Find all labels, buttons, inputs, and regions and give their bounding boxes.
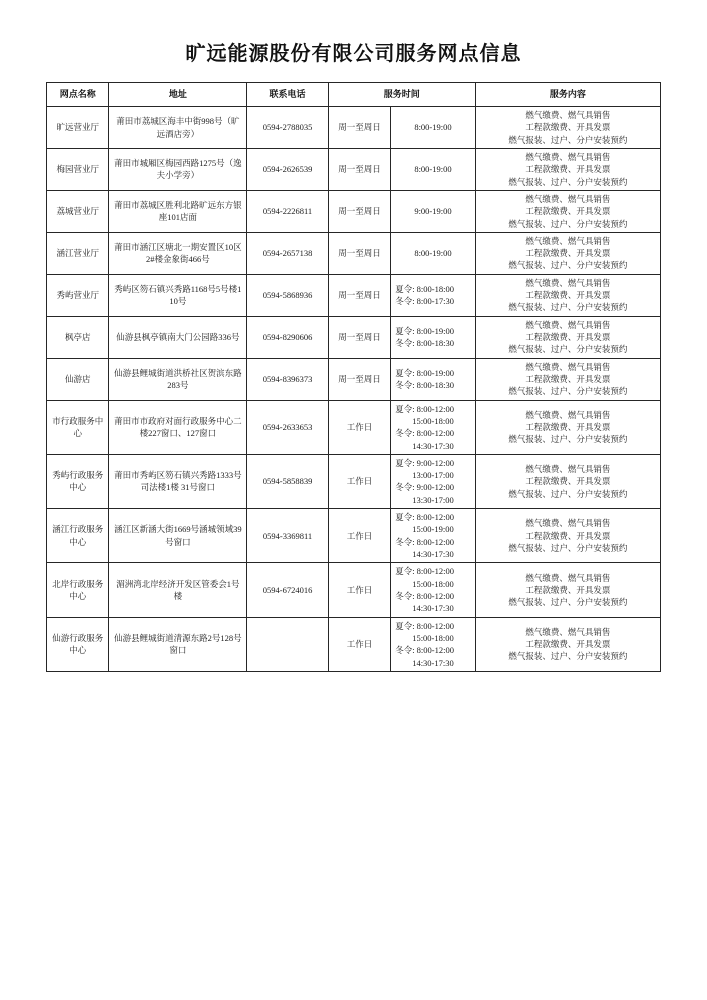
cell-line: 工程款缴费、开具发票	[525, 332, 611, 343]
cell-line: 冬令: 8:00-17:30	[395, 296, 454, 307]
cell-line: 燃气缴费、燃气具销售	[525, 319, 611, 330]
service-hours-cell	[391, 107, 476, 149]
table-row	[47, 316, 661, 358]
cell-line: 夏令: 8:00-12:00	[395, 512, 454, 523]
branch-name-cell: 北岸行政服务中心	[47, 563, 109, 617]
phone-cell: 0594-6724016	[247, 563, 329, 617]
phone-cell: 0594-2226811	[247, 190, 329, 232]
table-row	[47, 232, 661, 274]
services-cell	[475, 148, 660, 190]
cell-line: 夏令: 8:00-19:00	[395, 325, 454, 336]
cell-line: 工程款缴费、开具发票	[525, 248, 611, 259]
service-hours-cell	[391, 232, 476, 274]
table-row	[47, 274, 661, 316]
cell-line: 冬令: 8:00-12:00	[395, 536, 454, 547]
phone-cell	[247, 617, 329, 671]
branch-name-cell: 枫亭店	[47, 316, 109, 358]
service-days-cell: 工作日	[328, 617, 390, 671]
service-days-cell: 工作日	[328, 563, 390, 617]
service-days-cell: 周一至周日	[328, 148, 390, 190]
service-hours-cell	[391, 148, 476, 190]
cell-line: 冬令: 8:00-18:30	[395, 380, 454, 391]
cell-line: 燃气缴费、燃气具销售	[525, 409, 611, 420]
phone-cell: 0594-5868936	[247, 274, 329, 316]
cell-line: 燃气缴费、燃气具销售	[525, 518, 611, 529]
phone-cell: 0594-5858839	[247, 454, 329, 508]
services-cell	[475, 400, 660, 454]
cell-line: 燃气报装、过户、分户安装预约	[508, 542, 628, 553]
phone-cell: 0594-2626539	[247, 148, 329, 190]
cell-line: 15:00-19:00	[412, 524, 454, 535]
service-hours-cell	[391, 617, 476, 671]
cell-line: 工程款缴费、开具发票	[525, 476, 611, 487]
branch-name-cell: 仙游店	[47, 358, 109, 400]
cell-line: 燃气报装、过户、分户安装预约	[508, 344, 628, 355]
table-row	[47, 358, 661, 400]
address-cell: 莆田市市政府对面行政服务中心二楼227窗口、127窗口	[109, 400, 247, 454]
cell-line: 8:00-19:00	[414, 164, 452, 175]
cell-line: 燃气报装、过户、分户安装预约	[508, 386, 628, 397]
cell-line: 15:00-18:00	[412, 632, 454, 643]
address-cell: 莆田市荔城区胜利北路旷远东方银座101店面	[109, 190, 247, 232]
cell-line: 燃气报装、过户、分户安装预约	[508, 218, 628, 229]
cell-line: 工程款缴费、开具发票	[525, 206, 611, 217]
services-cell	[475, 232, 660, 274]
services-cell	[475, 454, 660, 508]
cell-line: 燃气报装、过户、分户安装预约	[508, 651, 628, 662]
cell-line: 13:30-17:00	[412, 494, 454, 505]
cell-line: 14:30-17:30	[412, 440, 454, 451]
table-row	[47, 509, 661, 563]
cell-line: 燃气报装、过户、分户安装预约	[508, 176, 628, 187]
col-header-hours: 服务时间	[328, 83, 475, 107]
cell-line: 燃气报装、过户、分户安装预约	[508, 260, 628, 271]
cell-line: 工程款缴费、开具发票	[525, 164, 611, 175]
cell-line: 燃气报装、过户、分户安装预约	[508, 302, 628, 313]
branch-name-cell: 荔城营业厅	[47, 190, 109, 232]
cell-line: 燃气缴费、燃气具销售	[525, 464, 611, 475]
branch-name-cell: 梅园营业厅	[47, 148, 109, 190]
cell-line: 工程款缴费、开具发票	[525, 422, 611, 433]
cell-line: 燃气报装、过户、分户安装预约	[508, 134, 628, 145]
col-header-name: 网点名称	[47, 83, 109, 107]
address-cell: 莆田市秀屿区笏石镇兴秀路1333号司法楼1楼 31号窗口	[109, 454, 247, 508]
service-hours-cell	[391, 509, 476, 563]
table-row	[47, 563, 661, 617]
service-days-cell: 工作日	[328, 454, 390, 508]
service-hours-cell	[391, 358, 476, 400]
branch-name-cell: 涵江行政服务中心	[47, 509, 109, 563]
service-hours-cell	[391, 190, 476, 232]
cell-line: 15:00-18:00	[412, 578, 454, 589]
cell-line: 8:00-19:00	[414, 122, 452, 133]
cell-line: 燃气缴费、燃气具销售	[525, 361, 611, 372]
services-cell	[475, 107, 660, 149]
service-days-cell: 工作日	[328, 509, 390, 563]
cell-line: 冬令: 9:00-12:00	[395, 482, 454, 493]
service-hours-cell	[391, 454, 476, 508]
service-days-cell: 工作日	[328, 400, 390, 454]
cell-line: 工程款缴费、开具发票	[525, 584, 611, 595]
address-cell: 仙游县枫亭镇南大门公园路336号	[109, 316, 247, 358]
cell-line: 9:00-19:00	[414, 206, 452, 217]
phone-cell: 0594-2788035	[247, 107, 329, 149]
cell-line: 夏令: 8:00-12:00	[395, 566, 454, 577]
cell-line: 冬令: 8:00-12:00	[395, 428, 454, 439]
cell-line: 夏令: 8:00-12:00	[395, 403, 454, 414]
cell-line: 8:00-19:00	[414, 248, 452, 259]
service-hours-cell	[391, 274, 476, 316]
cell-line: 燃气缴费、燃气具销售	[525, 151, 611, 162]
cell-line: 夏令: 8:00-18:00	[395, 283, 454, 294]
service-days-cell: 周一至周日	[328, 107, 390, 149]
phone-cell: 0594-2633653	[247, 400, 329, 454]
phone-cell: 0594-3369811	[247, 509, 329, 563]
cell-line: 14:30-17:30	[412, 657, 454, 668]
service-hours-cell	[391, 563, 476, 617]
cell-line: 燃气报装、过户、分户安装预约	[508, 488, 628, 499]
cell-line: 夏令: 9:00-12:00	[395, 457, 454, 468]
header-row	[47, 83, 661, 107]
col-header-services: 服务内容	[475, 83, 660, 107]
services-cell	[475, 358, 660, 400]
branch-name-cell: 旷远营业厅	[47, 107, 109, 149]
cell-line: 燃气缴费、燃气具销售	[525, 235, 611, 246]
services-cell	[475, 563, 660, 617]
table-row	[47, 107, 661, 149]
table-body	[47, 107, 661, 672]
col-header-phone: 联系电话	[247, 83, 329, 107]
branch-name-cell: 仙游行政服务中心	[47, 617, 109, 671]
services-cell	[475, 316, 660, 358]
address-cell: 莆田市荔城区海丰中街998号（旷远酒店旁）	[109, 107, 247, 149]
phone-cell: 0594-8396373	[247, 358, 329, 400]
branch-name-cell: 涵江营业厅	[47, 232, 109, 274]
cell-line: 冬令: 8:00-12:00	[395, 645, 454, 656]
table-row	[47, 148, 661, 190]
cell-line: 工程款缴费、开具发票	[525, 373, 611, 384]
cell-line: 15:00-18:00	[412, 415, 454, 426]
cell-line: 工程款缴费、开具发票	[525, 530, 611, 541]
services-cell	[475, 190, 660, 232]
cell-line: 燃气报装、过户、分户安装预约	[508, 434, 628, 445]
cell-line: 13:00-17:00	[412, 470, 454, 481]
phone-cell: 0594-8290606	[247, 316, 329, 358]
phone-cell: 0594-2657138	[247, 232, 329, 274]
address-cell: 仙游县鲤城街道洪桥社区贺滨东路283号	[109, 358, 247, 400]
address-cell: 莆田市涵江区塘北一期安置区10区2#楼金象街466号	[109, 232, 247, 274]
service-hours-cell	[391, 316, 476, 358]
services-cell	[475, 274, 660, 316]
service-days-cell: 周一至周日	[328, 358, 390, 400]
services-cell	[475, 617, 660, 671]
table-row	[47, 400, 661, 454]
service-days-cell: 周一至周日	[328, 190, 390, 232]
table-row	[47, 617, 661, 671]
cell-line: 夏令: 8:00-12:00	[395, 620, 454, 631]
address-cell: 涵江区新涵大街1669号涵城领域39号窗口	[109, 509, 247, 563]
cell-line: 燃气缴费、燃气具销售	[525, 626, 611, 637]
service-days-cell: 周一至周日	[328, 274, 390, 316]
service-points-table	[46, 82, 661, 672]
services-cell	[475, 509, 660, 563]
cell-line: 14:30-17:30	[412, 549, 454, 560]
address-cell: 仙游县鲤城街道清源东路2号128号窗口	[109, 617, 247, 671]
page-title: 旷远能源股份有限公司服务网点信息	[185, 43, 522, 65]
cell-line: 燃气报装、过户、分户安装预约	[508, 597, 628, 608]
address-cell: 莆田市城厢区梅园西路1275号（逸夫小学旁）	[109, 148, 247, 190]
cell-line: 工程款缴费、开具发票	[525, 290, 611, 301]
address-cell: 湄洲湾北岸经济开发区管委会1号楼	[109, 563, 247, 617]
cell-line: 夏令: 8:00-19:00	[395, 367, 454, 378]
service-hours-cell	[391, 400, 476, 454]
cell-line: 工程款缴费、开具发票	[525, 639, 611, 650]
cell-line: 燃气缴费、燃气具销售	[525, 193, 611, 204]
cell-line: 燃气缴费、燃气具销售	[525, 110, 611, 121]
col-header-address: 地址	[109, 83, 247, 107]
branch-name-cell: 秀屿行政服务中心	[47, 454, 109, 508]
cell-line: 冬令: 8:00-12:00	[395, 590, 454, 601]
cell-line: 工程款缴费、开具发票	[525, 122, 611, 133]
cell-line: 冬令: 8:00-18:30	[395, 338, 454, 349]
table-row	[47, 454, 661, 508]
cell-line: 燃气缴费、燃气具销售	[525, 572, 611, 583]
table-row	[47, 190, 661, 232]
service-days-cell: 周一至周日	[328, 316, 390, 358]
branch-name-cell: 市行政服务中心	[47, 400, 109, 454]
branch-name-cell: 秀屿营业厅	[47, 274, 109, 316]
cell-line: 燃气缴费、燃气具销售	[525, 277, 611, 288]
service-days-cell: 周一至周日	[328, 232, 390, 274]
address-cell: 秀屿区笏石镇兴秀路1168号5号楼110号	[109, 274, 247, 316]
cell-line: 14:30-17:30	[412, 603, 454, 614]
